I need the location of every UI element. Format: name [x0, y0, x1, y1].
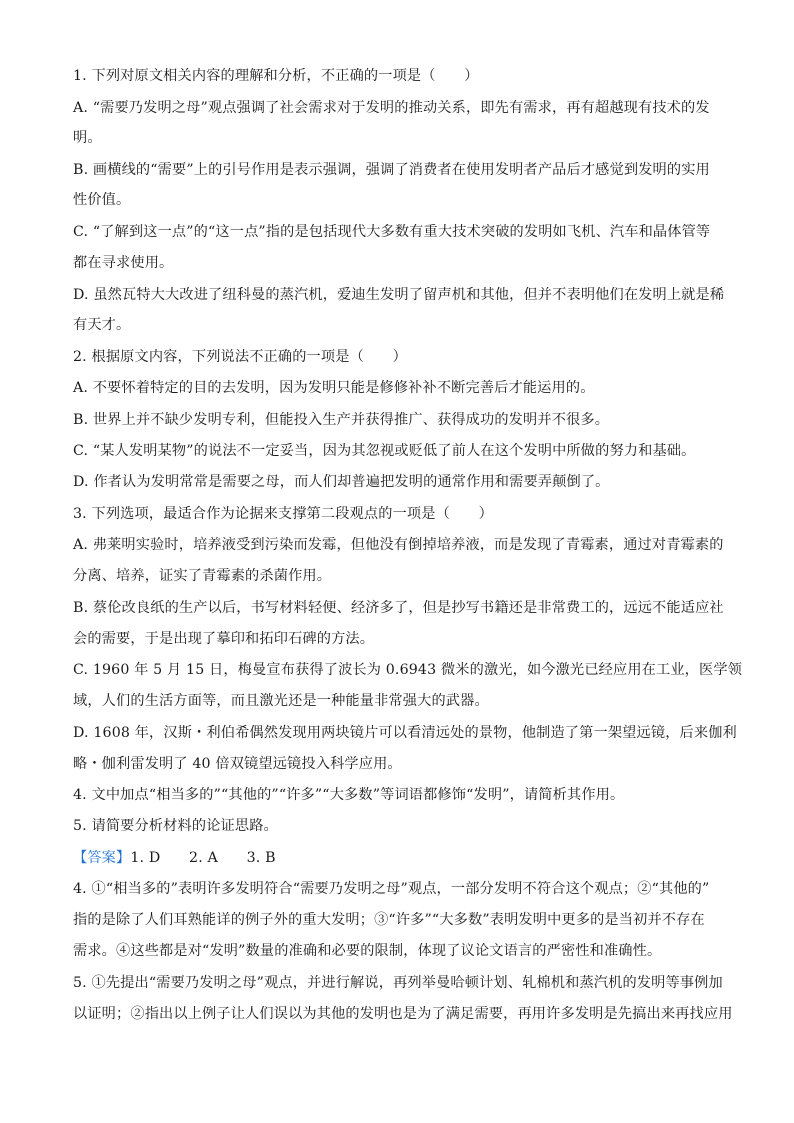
question-3-option-c: C. 1960 年 5 月 15 日，梅曼宣布获得了波长为 0.6943 微米的激光，如今激光已经应用在工业，医学领: [73, 662, 743, 678]
question-3-option-b-cont: 会的需要，于是出现了摹印和拓印石碑的方法。: [73, 631, 375, 647]
question-1-option-a: A. “需要乃发明之母”观点强调了社会需求对于发明的推动关系，即先有需求，再有超越现有技术的发: [73, 100, 710, 116]
explanation-4-line-2: 指的是除了人们耳熟能详的例子外的重大发明；③“许多”“大多数”表明发明中更多的是当初并不存在: [73, 912, 705, 928]
explanation-4-line-1: 4. ①“相当多的”表明许多发明符合“需要乃发明之母”观点，一部分发明不符合这个观点；②“其他的”: [73, 881, 710, 897]
question-3-option-d-cont: 略・伽利雷发明了 40 倍双镜望远镜投入科学应用。: [73, 756, 402, 772]
question-1-option-b: B. 画横线的“需要”上的引号作用是表示强调，强调了消费者在使用发明者产品后才感觉到发明的实用: [73, 162, 710, 178]
question-3-option-a-cont: 分离、培养，证实了青霉素的杀菌作用。: [73, 568, 332, 584]
question-2-option-a: A. 不要怀着特定的目的去发明，因为发明只能是修修补补不断完善后才能运用的。: [73, 380, 595, 396]
explanation-4-line-3: 需求。④这些都是对“发明”数量的准确和必要的限制，体现了议论文语言的严密性和准确性。: [73, 943, 662, 959]
answer-label: 【答案】: [73, 850, 131, 866]
answer-line: [73, 848, 733, 868]
question-3-option-b: B. 蔡伦改良纸的生产以后，书写材料轻便、经济多了，但是抄写书籍还是非常费工的，远远不能适应社: [73, 600, 724, 616]
answer-values: 1. D 2. A 3. B: [130, 850, 276, 866]
question-2-option-c: C. “某人发明某物”的说法不一定妥当，因为其忽视或贬低了前人在这个发明中所做的努力和基础。: [73, 443, 696, 459]
question-1-option-a-cont: 明。: [73, 130, 102, 146]
question-2-stem: 2. 根据原文内容，下列说法不正确的一项是（ ）: [73, 349, 407, 365]
question-1-option-b-cont: 性价值。: [73, 192, 131, 208]
question-1-stem: 1. 下列对原文相关内容的理解和分析，不正确的一项是（ ）: [73, 68, 479, 84]
question-1-option-d-cont: 有天才。: [73, 317, 131, 333]
question-1-option-c-cont: 都在寻求使用。: [73, 255, 174, 271]
question-4-stem: 4. 文中加点“相当多的”“其他的”“许多”“大多数”等词语都修饰“发明”，请简析其作用。: [73, 787, 625, 803]
question-3-option-a: A. 弗莱明实验时，培养液受到污染而发霉，但他没有倒掉培养液，而是发现了青霉素，通过对青霉素的: [73, 537, 724, 553]
question-1-option-d: D. 虽然瓦特大大改进了纽科曼的蒸汽机，爱迪生发明了留声机和其他，但并不表明他们在发明上就是稀: [73, 287, 725, 303]
question-2-option-b: B. 世界上并不缺少发明专利，但能投入生产并获得推广、获得成功的发明并不很多。: [73, 412, 610, 428]
question-3-stem: 3. 下列选项，最适合作为论据来支撑第二段观点的一项是（ ）: [73, 506, 493, 522]
question-3-option-c-cont: 域，人们的生活方面等，而且激光还是一种能量非常强大的武器。: [73, 693, 489, 709]
question-2-option-d: D. 作者认为发明常常是需要之母，而人们却普遍把发明的通常作用和需要弄颠倒了。: [73, 474, 610, 490]
question-5-stem: 5. 请简要分析材料的论证思路。: [73, 818, 278, 834]
explanation-5-line-2: 以证明；②指出以上例子让人们误以为其他的发明也是为了满足需要，再用许多发明是先搞出来再找应用: [73, 1006, 733, 1022]
question-3-option-d: D. 1608 年，汉斯・利伯希偶然发现用两块镜片可以看清远处的景物，他制造了第一架望远镜，后来伽利: [73, 725, 737, 741]
question-1-option-c: C. “了解到这一点”的“这一点”指的是包括现代大多数有重大技术突破的发明如飞机、汽车和晶体管等: [73, 224, 711, 240]
explanation-5-line-1: 5. ①先提出“需要乃发明之母”观点，并进行解说，再列举曼哈顿计划、轧棉机和蒸汽机的发明等事例加: [73, 975, 723, 991]
